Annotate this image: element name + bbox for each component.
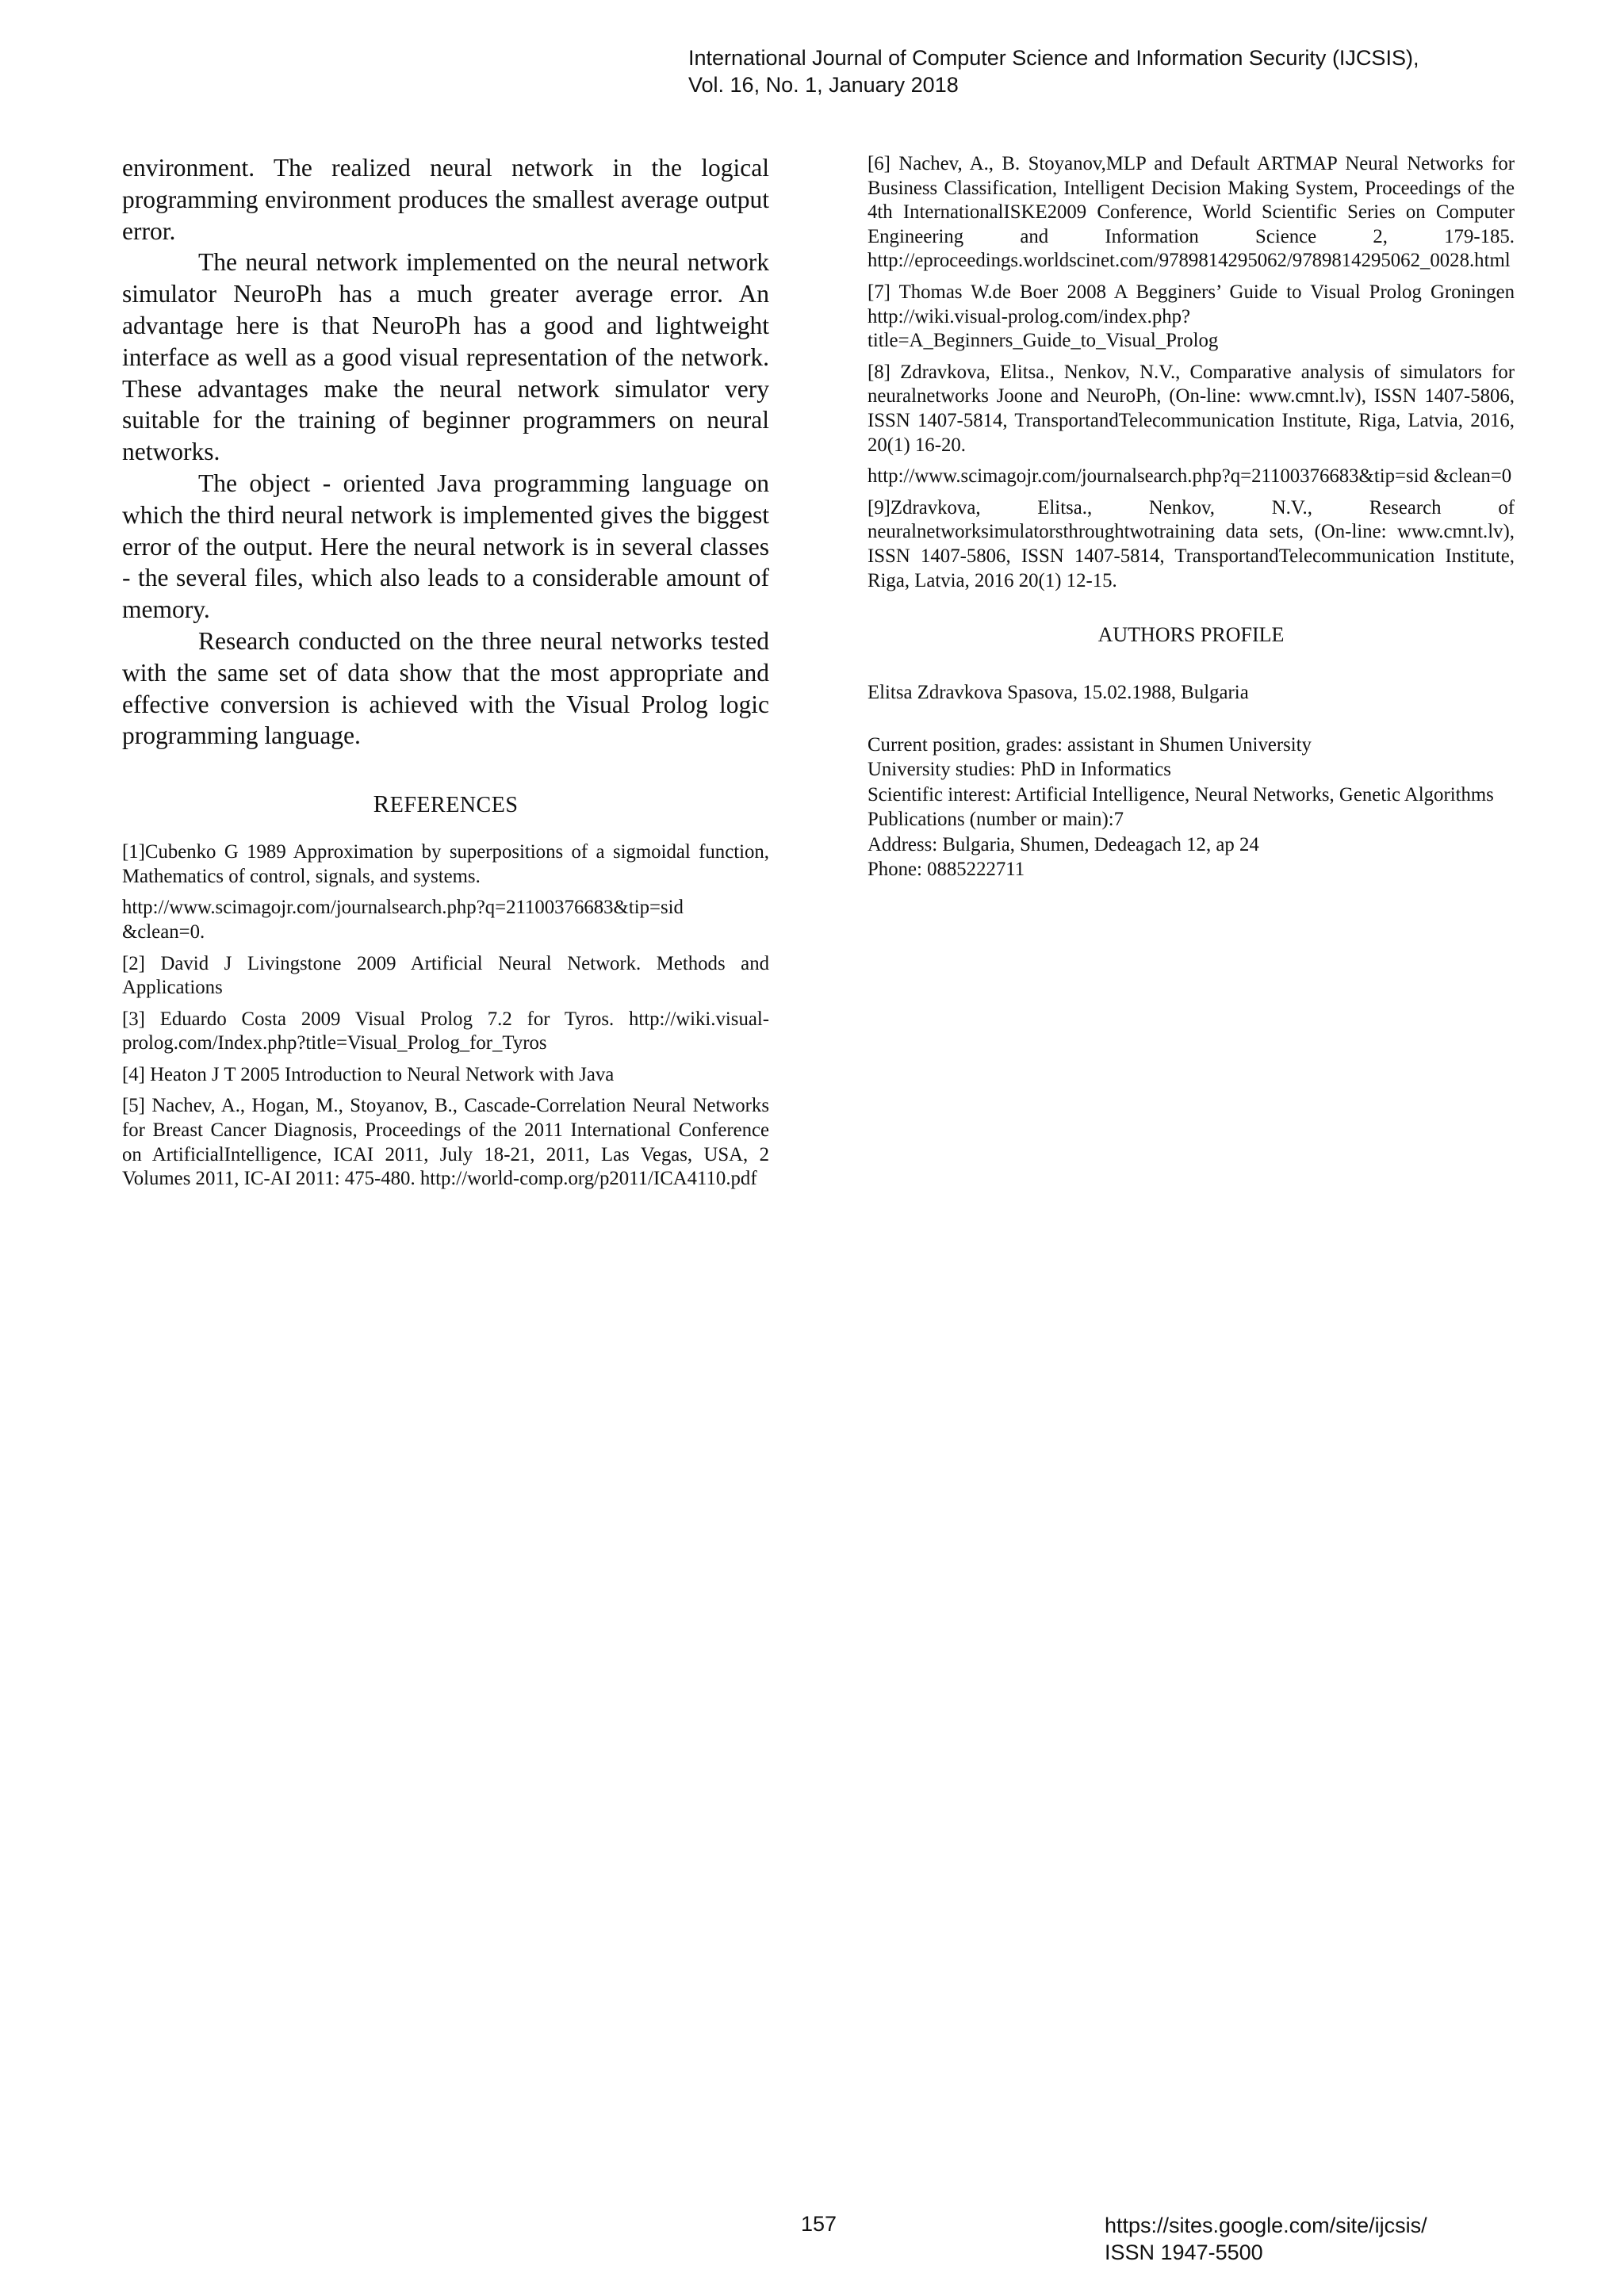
author-phone: Phone: 0885222711 xyxy=(868,859,1025,881)
author-studies: University studies: PhD in Informatics xyxy=(868,759,1171,781)
left-column xyxy=(122,152,769,1199)
author-position: Current position, grades: assistant in Shumen University xyxy=(868,733,1312,756)
footer-info xyxy=(1105,2212,1427,2266)
reference-4: [4] Heaton J T 2005 Introduction to Neural Network with Java xyxy=(122,1063,615,1085)
reference-5: [5] Nachev, A., Hogan, M., Stoyanov, B., Cascade-Correlation Neural Networks for Breast Cancer Diagnosis, Proceedings of the 2011 International Conference on ArtificialIntelligence, ICAI 2011, July 18-21, 2011, Las Vegas, USA, 2 Volumes 2011, IC-AI 2011: 475-480. http://world-comp.org/p2011/ICA4110.pdf xyxy=(122,1095,769,1190)
references-heading-rest: EFERENCES xyxy=(389,793,519,818)
reference-8: [8] Zdravkova, Elitsa., Nenkov, N.V., Comparative analysis of simulators for neuralnetworks Joone and NeuroPh, (On-line: www.cmnt.lv), ISSN 1407-5806, ISSN 1407-5814, TransportandTelecommunication Institute, Riga, Latvia, 2016, 20(1) 16-20. xyxy=(868,361,1515,456)
body-paragraph-1: environment. The realized neural network in the logical programming environment produces the smallest average output error. xyxy=(122,154,769,245)
reference-6: [6] Nachev, A., B. Stoyanov,MLP and Default ARTMAP Neural Networks for Business Classification, Intelligent Decision Making System, Proceedings of the 4th InternationalISKE2009 Conference, World Scientific Series on Computer Engineering and Information Science 2, 179-185. http://eproceedings.worldscinet.com/9789814295062/9789814295062_0028.html xyxy=(868,153,1515,272)
reference-8-url: http://www.scimagojr.com/journalsearch.php?q=21100376683&tip=sid &clean=0 xyxy=(868,465,1512,488)
footer-issn: ISSN 1947-5500 xyxy=(1105,2241,1263,2264)
reference-7: [7] Thomas W.de Boer 2008 A Begginers’ Guide to Visual Prolog Groningen http://wiki.visual-prolog.com/index.php?title=A_Beginners_Guide_to_Visual_Prolog xyxy=(868,281,1515,352)
journal-title: International Journal of Computer Science and Information Security (IJCSIS), xyxy=(688,46,1419,70)
journal-volume: Vol. 16, No. 1, January 2018 xyxy=(688,73,959,97)
reference-1-url: http://www.scimagojr.com/journalsearch.php?q=21100376683&tip=sid &clean=0. xyxy=(122,897,684,943)
footer-url: https://sites.google.com/site/ijcsis/ xyxy=(1105,2214,1427,2237)
body-paragraph-4: Research conducted on the three neural networks tested with the same set of data show that the most appropriate and effective conversion is achieved with the Visual Prolog logic programming language. xyxy=(122,626,769,750)
journal-header xyxy=(688,44,1419,98)
reference-9: [9]Zdravkova, Elitsa., Nenkov, N.V., Research of neuralnetworksimulatorsthroughtwotraining data sets, (On-line: www.cmnt.lv), ISSN 1407-5806, ISSN 1407-5814, TransportandTelecommunication Institute, Riga, Latvia, 2016 20(1) 12-15. xyxy=(868,496,1515,591)
body-paragraph-2: The neural network implemented on the neural network simulator NeuroPh has a much greater average error. An advantage here is that NeuroPh has a good and lightweight interface as well as a good visual representation of the network. These advantages make the neural network simulator very suitable for the training of beginner programmers on neural networks. xyxy=(122,248,769,466)
body-paragraph-3: The object - oriented Java programming language on which the third neural network is implemented gives the biggest error of the output. Here the neural network is in several classes - the several files, which also leads to a considerable amount of memory. xyxy=(122,469,769,624)
author-interest: Scientific interest: Artificial Intelligence, Neural Networks, Genetic Algorithms xyxy=(868,783,1494,806)
references-heading-initial: R xyxy=(373,790,390,818)
author-address: Address: Bulgaria, Shumen, Dedeagach 12, ap 24 xyxy=(868,833,1259,855)
references-heading xyxy=(122,790,769,818)
author-name-line: Elitsa Zdravkova Spasova, 15.02.1988, Bulgaria xyxy=(868,682,1249,704)
page-number: 157 xyxy=(801,2212,837,2236)
right-column xyxy=(868,152,1515,882)
author-publications: Publications (number or main):7 xyxy=(868,809,1124,831)
reference-2: [2] David J Livingstone 2009 Artificial Neural Network. Methods and Applications xyxy=(122,952,769,999)
reference-1: [1]Cubenko G 1989 Approximation by superpositions of a sigmoidal function, Mathematics of control, signals, and systems. xyxy=(122,841,769,887)
reference-3: [3] Eduardo Costa 2009 Visual Prolog 7.2 for Tyros. http://wiki.visual-prolog.com/Index.php?title=Visual_Prolog_for_Tyros xyxy=(122,1008,769,1054)
authors-profile-heading: AUTHORS PROFILE xyxy=(1097,623,1285,647)
